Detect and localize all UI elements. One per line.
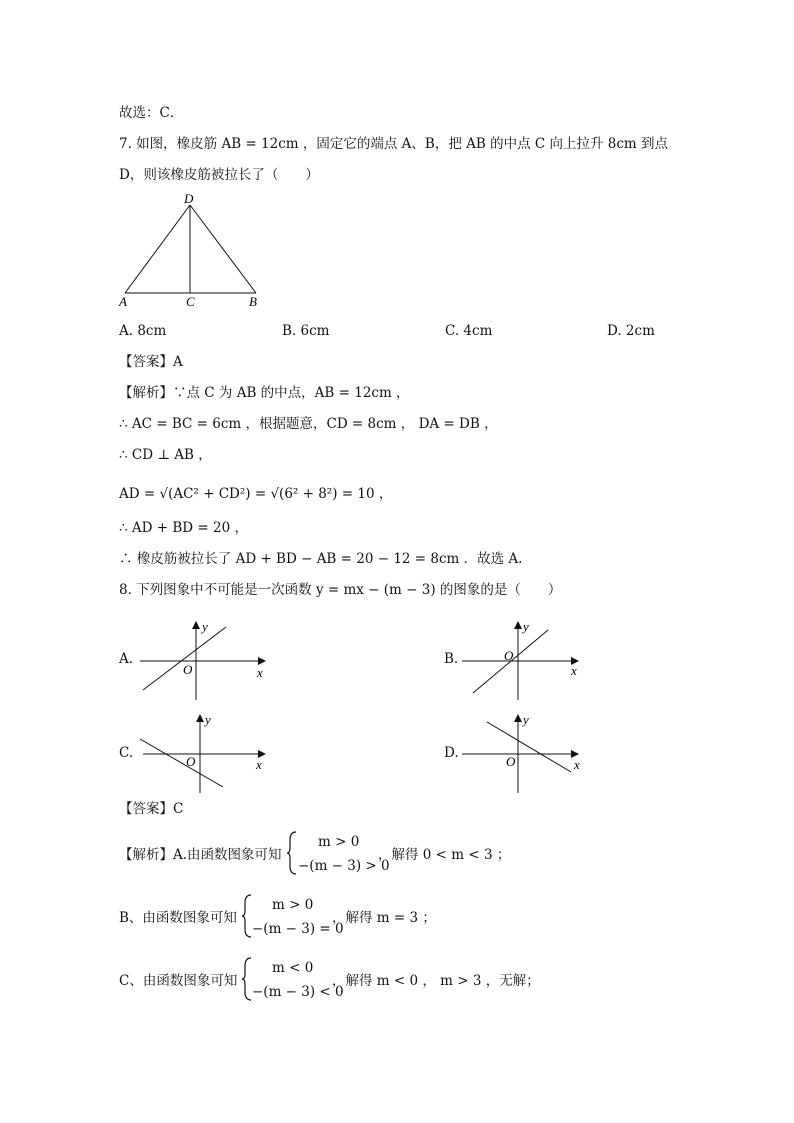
side-ad (125, 205, 190, 293)
q7-option-a: A. 8cm (119, 323, 167, 339)
q8-answer: 【答案】C (119, 801, 184, 817)
svg-text:y: y (523, 619, 529, 634)
svg-text:y: y (205, 712, 211, 727)
q8-analysis-a-bottom: −(m − 3) > 0 (298, 858, 390, 874)
q7-analysis-line5: ∴ AD + BD = 20 ， (119, 520, 248, 536)
q8-analysis-b-prefix: B、由函数图象可知 (119, 910, 237, 926)
q8-option-c-label: C. (119, 745, 134, 761)
q8-analysis-c-prefix: C、由函数图象可知 (119, 973, 238, 989)
svg-text:x: x (256, 757, 262, 772)
q7-analysis-line2: ∴ AC = BC = 6cm ，根据题意，CD = 8cm ， DA = DB ， (119, 416, 498, 432)
q7-triangle-figure (115, 190, 275, 312)
svg-text:O: O (183, 662, 193, 677)
graph-a-line (143, 627, 226, 690)
graph-d-line (487, 722, 571, 772)
q8-analysis-c-bottom: −(m − 3) < 0 (252, 984, 344, 1000)
svg-text:x: x (574, 757, 580, 772)
label-c: C (186, 294, 195, 309)
label-a: A (119, 294, 127, 309)
label-b: B (249, 294, 257, 309)
svg-text:x: x (571, 663, 577, 678)
side-db (190, 205, 256, 293)
svg-text:y: y (523, 712, 529, 727)
q7-option-b: B. 6cm (282, 323, 330, 339)
q7-answer: 【答案】A (119, 354, 183, 370)
brace-a (286, 830, 298, 876)
q8-graph-c (138, 710, 273, 795)
graph-c-line (140, 739, 223, 787)
q7-analysis-line1: 【解析】∵点 C 为 AB 的中点，AB = 12cm ， (119, 385, 410, 401)
q7-stem-line1: 7. 如图，橡皮筋 AB = 12cm ，固定它的端点 A、B，把 AB 的中点 C 向上拉升 8cm 到点 (119, 136, 669, 152)
q7-analysis-line3: ∴ CD ⊥ AB ， (119, 447, 212, 463)
q7-stem-line2: D，则该橡皮筋被拉长了（ ） (119, 167, 319, 183)
q7-analysis-line4: AD = √(AC² + CD²) = √(6² + 8²) = 10 ， (119, 486, 393, 502)
q8-option-d-label: D. (444, 745, 459, 761)
svg-text:O: O (506, 754, 516, 769)
q8-option-a-label: A. (119, 651, 134, 667)
svg-text:O: O (186, 754, 196, 769)
q8-analysis-a-prefix: 【解析】A.由函数图象可知 (119, 847, 282, 863)
q7-analysis-line6: ∴ 橡皮筋被拉长了 AD + BD − AB = 20 − 12 = 8cm ．故选 A. (119, 551, 523, 567)
q8-analysis-c-tail: ，解得 m < 0 ， m > 3 ，无解； (332, 973, 540, 989)
q8-analysis-b-top: m > 0 (272, 897, 314, 913)
q8-graph-b (460, 617, 588, 702)
q8-analysis-c-top: m < 0 (272, 960, 314, 976)
q8-graph-a (138, 617, 273, 702)
previous-answer: 故选：C． (119, 105, 184, 121)
q7-option-c: C. 4cm (445, 323, 493, 339)
q8-analysis-b-tail: ，解得 m = 3 ； (332, 910, 436, 926)
svg-text:O: O (504, 648, 514, 663)
q8-analysis-b-bottom: −(m − 3) = 0 (252, 921, 344, 937)
q8-analysis-a-tail: ，解得 0 < m < 3 ； (378, 847, 511, 863)
q8-graph-d (460, 710, 588, 795)
label-d: D (184, 191, 194, 206)
q8-analysis-a-top: m > 0 (318, 834, 360, 850)
q8-option-b-label: B. (444, 651, 459, 667)
svg-text:y: y (202, 619, 208, 634)
q8-stem: 8. 下列图象中不可能是一次函数 y = mx − (m − 3) 的图象的是（ ） (119, 582, 562, 598)
svg-text:x: x (257, 665, 263, 680)
q7-option-d: D. 2cm (607, 323, 655, 339)
